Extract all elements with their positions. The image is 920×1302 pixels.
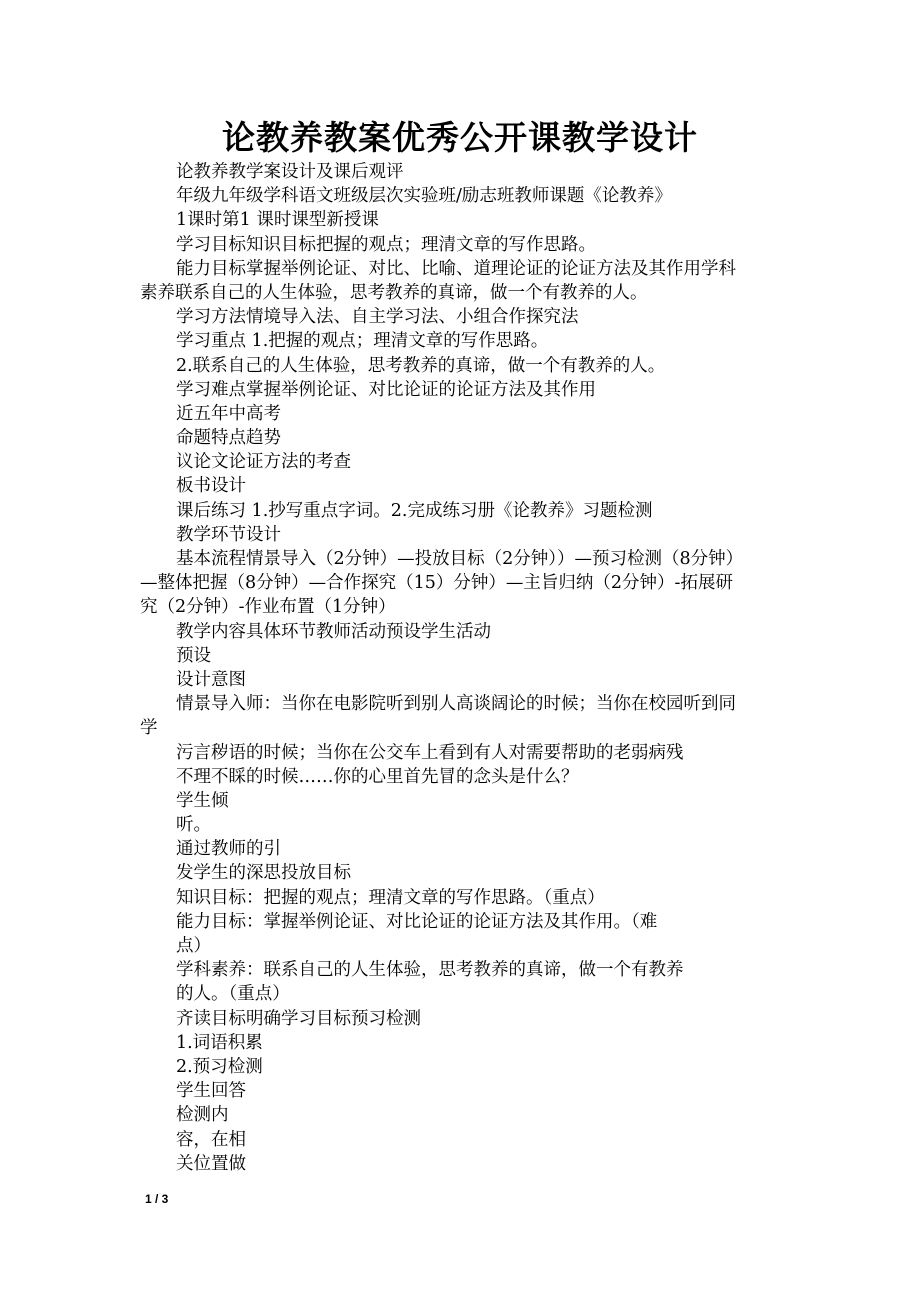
text-line: 能力目标：掌握举例论证、对比论证的论证方法及其作用。（难: [176, 911, 658, 932]
text-line: 听。: [176, 815, 211, 836]
text-line: 通过教师的引: [176, 839, 281, 860]
text-line: 不理不睬的时候……你的心里首先冒的念头是什么？: [176, 766, 579, 787]
text-line: 能力目标掌握举例论证、对比、比喻、道理论证的论证方法及其作用学科: [176, 258, 736, 279]
text-line: 课后练习 1.抄写重点字词。2.完成练习册《论教养》习题检测: [176, 500, 653, 521]
text-line: 年级九年级学科语文班级层次实验班/励志班教师课题《论教养》: [176, 186, 672, 207]
text-line: 板书设计: [176, 476, 246, 497]
text-line: 情景导入师：当你在电影院听到别人高谈阔论的时候；当你在校园听到同: [176, 694, 736, 715]
text-line: 素养联系自己的人生体验，思考教养的真谛，做一个有教养的人。: [140, 282, 648, 303]
text-line: 2.联系自己的人生体验，思考教养的真谛，做一个有教养的人。: [176, 355, 666, 376]
document-body: [140, 160, 780, 1176]
text-line: 议论文论证方法的考查: [176, 452, 351, 473]
text-line: 学习目标知识目标把握的观点；理清文章的写作思路。: [176, 234, 596, 255]
text-line: 知识目标：把握的观点；理清文章的写作思路。（重点）: [176, 887, 605, 908]
text-line: 设计意图: [176, 669, 246, 690]
text-line: 齐读目标明确学习目标预习检测: [176, 1008, 421, 1029]
text-line: 发学生的深思投放目标: [176, 863, 351, 884]
text-line: 学习难点掌握举例论证、对比论证的论证方法及其作用: [176, 379, 596, 400]
text-line: 教学内容具体环节教师活动预设学生活动: [176, 621, 491, 642]
text-line: 1课时第1 课时课型新授课: [176, 210, 379, 231]
text-line: 的人。（重点）: [176, 984, 290, 1005]
text-line: 基本流程情景导入（2分钟）—投放目标（2分钟））—预习检测（8分钟）: [176, 549, 744, 569]
text-line: 关位置做: [176, 1153, 246, 1174]
text-line: 点）: [176, 936, 211, 956]
text-line: —整体把握（8分钟）—合作探究（15）分钟）—主旨归纳（2分钟）-拓展研: [140, 573, 733, 594]
text-line: 容，在相: [176, 1129, 246, 1150]
text-line: 检测内: [176, 1105, 229, 1126]
text-line: 究（2分钟）-作业布置（1分钟）: [140, 597, 396, 618]
text-line: 学生回答: [176, 1081, 246, 1102]
text-line: 论教养教学案设计及课后观评: [176, 162, 404, 182]
text-line: 学习重点 1.把握的观点；理清文章的写作思路。: [176, 331, 549, 352]
text-line: 学习方法情境导入法、自主学习法、小组合作探究法: [176, 307, 579, 328]
text-line: 污言秽语的时候；当你在公交车上看到有人对需要帮助的老弱病残: [176, 742, 684, 763]
text-line: 学科素养：联系自己的人生体验，思考教养的真谛，做一个有教养: [176, 960, 684, 981]
text-line: 教学环节设计: [176, 524, 281, 545]
page-number: 1 / 3: [145, 1192, 169, 1206]
text-line: 学: [140, 718, 158, 739]
text-line: 预设: [176, 645, 211, 666]
text-line: 学生倾: [176, 790, 229, 811]
text-line: 近五年中高考: [176, 403, 281, 424]
document-title: 论教养教案优秀公开课教学设计: [222, 118, 698, 157]
text-line: 命题特点趋势: [176, 428, 281, 449]
text-line: 1.词语积累: [176, 1032, 263, 1053]
text-line: 2.预习检测: [176, 1056, 263, 1077]
